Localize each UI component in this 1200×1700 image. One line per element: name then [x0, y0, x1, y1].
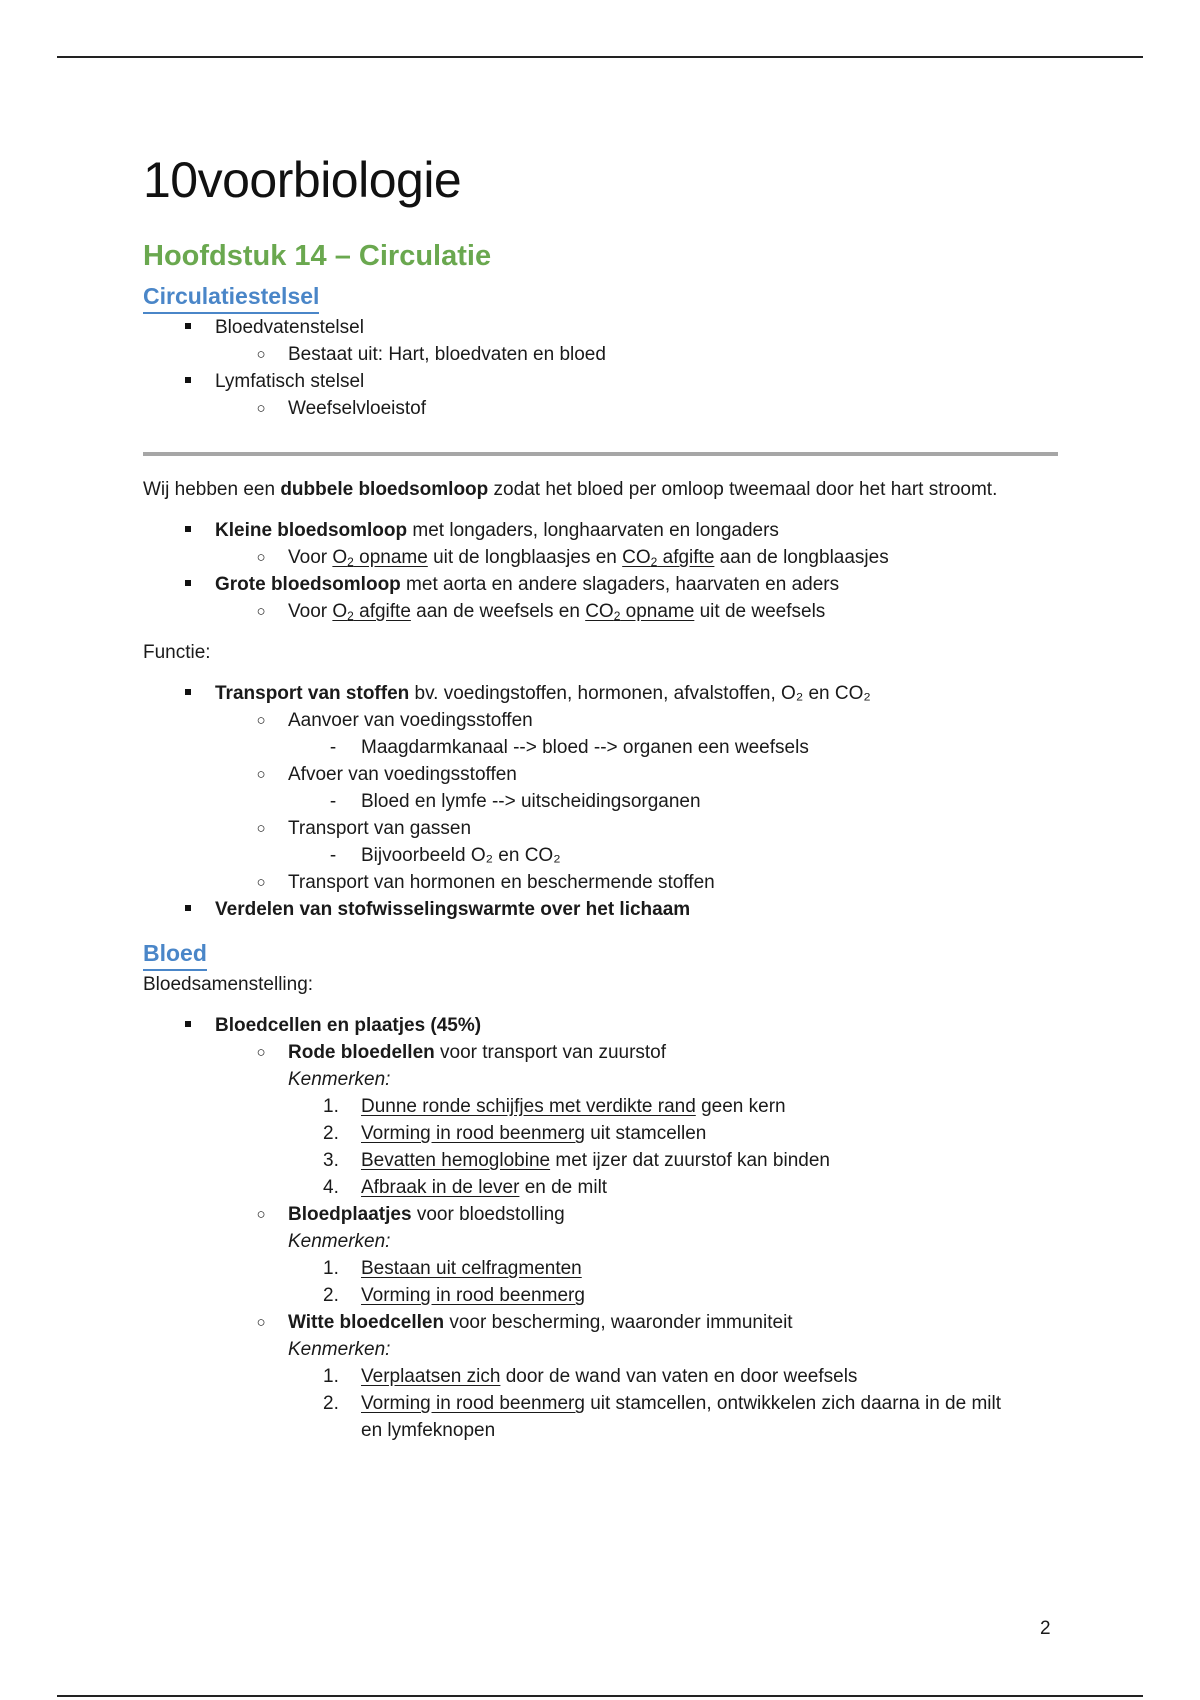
list-item: Bloedvatenstelsel [143, 314, 1058, 341]
list-item: ○ Transport van hormonen en beschermende stoffen [143, 869, 1058, 896]
circle-bullet-icon: ○ [256, 712, 266, 729]
list-item: - Bijvoorbeeld O₂ en CO₂ [143, 842, 1058, 869]
list-item: ○ Weefselvloeistof [143, 395, 1058, 422]
numbered-item [143, 1147, 1058, 1174]
item-number: 3. [323, 1150, 339, 1171]
item-text: met ijzer dat zuurstof kan binden [550, 1150, 830, 1171]
underlined-text: Vorming in rood beenmerg [361, 1285, 585, 1306]
underlined-text: Verplaatsen zich [361, 1366, 501, 1387]
bullet-icon [178, 1012, 198, 1039]
page-content [143, 150, 1058, 1444]
section-heading-circulatiestelsel: Circulatiestelsel [143, 280, 319, 314]
witte-kenmerken-list [143, 1363, 1058, 1417]
list-item: ○ Voor $O_2$ afgifte aan de weefsels en $CO_2$ opname uit de weefsels [143, 598, 1058, 625]
circle-bullet-icon: ○ [256, 820, 266, 837]
numbered-item [143, 1174, 1058, 1201]
list-item: ○ Afvoer van voedingsstoffen [143, 761, 1058, 788]
dash-bullet-icon: - [329, 791, 337, 812]
kenmerken-label: Kenmerken: [288, 1231, 391, 1252]
item-text: geen kern [695, 1096, 786, 1117]
item-text: en de milt [519, 1177, 608, 1198]
circle-bullet-icon: ○ [256, 1314, 266, 1331]
list-item: Bloedcellen en plaatjes (45%) [143, 1012, 1058, 1039]
section-heading-bloed: Bloed [143, 937, 207, 971]
footer-rule [57, 1695, 1143, 1697]
circle-bullet-icon: ○ [256, 874, 266, 891]
numbered-item [143, 1282, 1058, 1309]
circle-bullet-icon: ○ [256, 346, 266, 363]
list-item: Kleine bloedsomloop met longaders, longhaarvaten en longaders [143, 517, 1058, 544]
list-item-continuation: en lymfeknopen [361, 1420, 496, 1441]
list-item: ○ Rode bloedellen voor transport van zuurstof [143, 1039, 1058, 1066]
item-number: 1. [323, 1096, 339, 1117]
document-title: 10voorbiologie [143, 152, 462, 208]
underlined-text: Bestaan uit celfragmenten [361, 1258, 582, 1279]
circle-bullet-icon: ○ [256, 1206, 266, 1223]
item-number: 1. [323, 1258, 339, 1279]
circle-bullet-icon: ○ [256, 603, 266, 620]
item-text: uit stamcellen, ontwikkelen zich daarna in de milt [584, 1393, 1002, 1414]
bloedsamenstelling-label: Bloedsamenstelling: [143, 974, 314, 995]
list-item: ○ Bestaat uit: Hart, bloedvaten en bloed [143, 341, 1058, 368]
dash-bullet-icon: - [329, 737, 337, 758]
circle-bullet-icon: ○ [256, 549, 266, 566]
horizontal-separator [143, 452, 1058, 456]
list-item: ○ Bloedplaatjes voor bloedstolling [143, 1201, 1058, 1228]
list-item: ○ Aanvoer van voedingsstoffen [143, 707, 1058, 734]
rode-kenmerken-list [143, 1093, 1058, 1201]
numbered-item [143, 1255, 1058, 1282]
kenmerken-label: Kenmerken: [288, 1069, 391, 1090]
circle-bullet-icon: ○ [256, 400, 266, 417]
chapter-heading: Hoofdstuk 14 – Circulatie [143, 240, 492, 272]
circle-bullet-icon: ○ [256, 1044, 266, 1061]
underlined-text: Vorming in rood beenmerg [361, 1123, 585, 1144]
list-item: Grote bloedsomloop met aorta en andere slagaders, haarvaten en aders [143, 571, 1058, 598]
list-item: Lymfatisch stelsel [143, 368, 1058, 395]
list-item: ○ Transport van gassen [143, 815, 1058, 842]
item-number: 4. [323, 1177, 339, 1198]
list-item: - Maagdarmkanaal --> bloed --> organen een weefsels [143, 734, 1058, 761]
header-rule [57, 56, 1143, 58]
bullet-icon [178, 517, 198, 544]
bullet-icon [178, 571, 198, 598]
functie-label: Functie: [143, 642, 211, 663]
bullet-icon [178, 680, 198, 707]
list-item: ○ Witte bloedcellen voor bescherming, waaronder immuniteit [143, 1309, 1058, 1336]
item-number: 2. [323, 1285, 339, 1306]
numbered-item [143, 1120, 1058, 1147]
list-item: - Bloed en lymfe --> uitscheidingsorganen [143, 788, 1058, 815]
intro-paragraph: Wij hebben een dubbele bloedsomloop zodat het bloed per omloop tweemaal door het hart stroomt. [143, 479, 998, 500]
dash-bullet-icon: - [329, 845, 337, 866]
circle-bullet-icon: ○ [256, 766, 266, 783]
item-number: 1. [323, 1366, 339, 1387]
page-number: 2 [1040, 1618, 1051, 1639]
underlined-text: Afbraak in de lever [361, 1177, 520, 1198]
kenmerken-label: Kenmerken: [288, 1339, 391, 1360]
bullet-icon [178, 368, 198, 395]
underlined-text: Dunne ronde schijfjes met verdikte rand [361, 1096, 696, 1117]
underlined-text: Bevatten hemoglobine [361, 1150, 551, 1171]
item-number: 2. [323, 1393, 339, 1414]
list-item: Transport van stoffen bv. voedingstoffen, hormonen, afvalstoffen, O₂ en CO₂ [143, 680, 1058, 707]
list-item: ○ Voor $O_2$ opname uit de longblaasjes en $CO_2$ afgifte aan de longblaasjes [143, 544, 1058, 571]
numbered-item [143, 1093, 1058, 1120]
item-text: uit stamcellen [584, 1123, 707, 1144]
plaatjes-kenmerken-list [143, 1255, 1058, 1309]
item-text: door de wand van vaten en door weefsels [500, 1366, 858, 1387]
item-number: 2. [323, 1123, 339, 1144]
numbered-item [143, 1390, 1058, 1417]
numbered-item [143, 1363, 1058, 1390]
list-item: Verdelen van stofwisselingswarmte over het lichaam [143, 896, 1058, 923]
bullet-icon [178, 896, 198, 923]
bullet-icon [178, 314, 198, 341]
underlined-text: Vorming in rood beenmerg [361, 1393, 585, 1414]
